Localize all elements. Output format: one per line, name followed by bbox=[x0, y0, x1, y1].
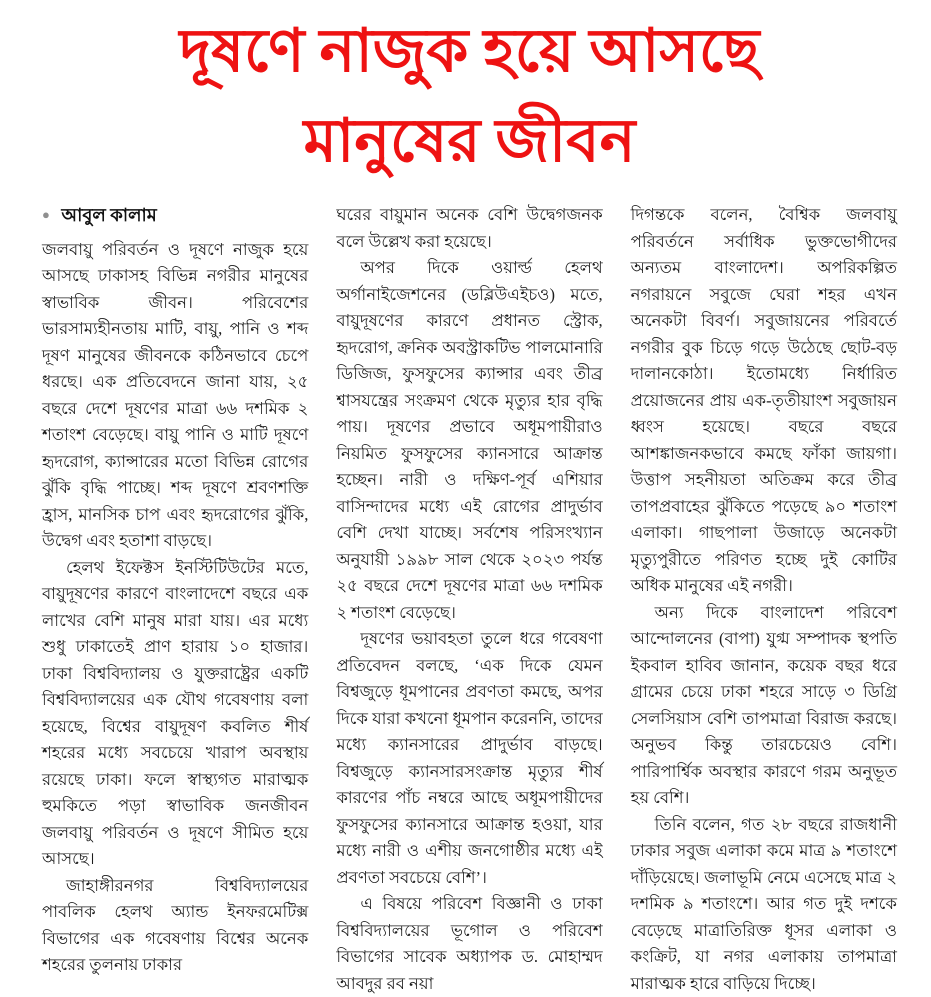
article-paragraph: দিগন্তকে বলেন, বৈশ্বিক জলবায়ু পরিবর্তনে সর্বাধিক ভুক্তভোগীদের অন্যতম বাংলাদেশ। অপরিকল্পিত নগরায়নে সবুজে ঘেরা শহর এখন অনেকটা বিবর্ণ। সবুজায়নের পরিবর্তে নগরীর বুক চিড়ে গড়ে উঠেছে ছোট-বড় দালানকোঠা। ইতোমধ্যে নির্ধারিত প্রয়োজনের প্রায় এক-তৃতীয়াংশ সবুজায়ন ধ্বংস হয়েছে। বছরে বছরে আশঙ্কাজনকভাবে কমছে ফাঁকা জায়গা। উত্তাপ সহনীয়তা অতিক্রম করে তীব্র তাপপ্রবাহের ঝুঁকিতে পড়েছে ৯০ শতাংশ এলাকা। গাছপালা উজাড়ে অনেকটা মৃত্যুপুরীতে পরিণত হচ্ছে দুই কোটির অধিক মানুষের এই নগরী। bbox=[631, 202, 897, 600]
article-paragraph: জলবায়ু পরিবর্তন ও দূষণে নাজুক হয়ে আসছে ঢাকাসহ বিভিন্ন নগরীর মানুষের স্বাভাবিক জীবন। পরিবেশের ভারসাম্যহীনতায় মাটি, বায়ু, পানি ও শব্দ দূষণ মানুষের জীবনকে কঠিনভাবে চেপে ধরছে। এক প্রতিবেদনে জানা যায়, ২৫ বছরে দেশে দূষণের মাত্রা ৬৬ দশমিক ২ শতাংশ বেড়েছে। বায়ু পানি ও মাটি দূষণে হৃদরোগ, ক্যান্সারের মতো বিভিন্ন রোগের ঝুঁকি বৃদ্ধি পাচ্ছে। শব্দ দূষণে শ্রবণশক্তি হ্রাস, মানসিক চাপ এবং হৃদরোগের ঝুঁকি, উদ্বেগ এবং হতাশা বাড়ছে। bbox=[42, 237, 308, 555]
byline bbox=[42, 202, 308, 229]
article-paragraph: জাহাঙ্গীরনগর বিশ্ববিদ্যালয়ের পাবলিক হেলথ অ্যান্ড ইনফরমেটিক্স বিভাগের এক গবেষণায় বিশ্বের অনেক শহরের তুলনায় ঢাকার bbox=[42, 873, 308, 979]
headline-line-1: দূষণে নাজুক হয়ে আসছে bbox=[42, 6, 897, 96]
byline-author: আবুল কালাম bbox=[61, 205, 156, 225]
article-body bbox=[42, 202, 897, 997]
article-paragraph: তিনি বলেন, গত ২৮ বছরে রাজধানী ঢাকার সবুজ এলাকা কমে মাত্র ৯ শতাংশে দাঁড়িয়েছে। জলাভূমি নেমে এসেছে মাত্র ২ দশমিক ৯ শতাংশে। আর গত দুই দশকে বেড়েছে মাত্রাতিরিক্ত ধূসর এলাকা ও কংক্রিট, যা নগর এলাকায় তাপমাত্রা মারাত্মক হারে বাড়িয়ে দিচ্ছে। bbox=[631, 812, 897, 997]
article-column-1 bbox=[42, 202, 308, 997]
article-paragraph: অপর দিকে ওয়ার্ল্ড হেলথ অর্গানাইজেশনের (ডব্লিউএইচও) মতে, বায়ুদূষণের কারণে প্রধানত স্ট্রোক, হৃদরোগ, ক্রনিক অবস্ট্রাকটিভ পালমোনারি ডিজিজ, ফুসফুসের ক্যান্সার এবং তীব্র শ্বাসযন্ত্রের সংক্রমণ থেকে মৃত্যুর হার বৃদ্ধি পায়। দূষণের প্রভাবে অধূমপায়ীরাও নিয়মিত ফুসফুসের ক্যানসারে আক্রান্ত হচ্ছেন। নারী ও দক্ষিণ-পূর্ব এশিয়ার বাসিন্দাদের মধ্যে এই রোগের প্রাদুর্ভাব বেশি দেখা যাচ্ছে। সর্বশেষ পরিসংখ্যান অনুযায়ী ১৯৯৮ সাল থেকে ২০২৩ পর্যন্ত ২৫ বছরে দেশে দূষণের মাত্রা ৬৬ দশমিক ২ শতাংশ বেড়েছে। bbox=[336, 255, 602, 626]
article-paragraph: ঘরের বায়ুমান অনেক বেশি উদ্বেগজনক বলে উল্লেখ করা হয়েছে। bbox=[336, 202, 602, 255]
byline-bullet-icon: ● bbox=[42, 207, 50, 222]
article-paragraph: এ বিষয়ে পরিবেশ বিজ্ঞানী ও ঢাকা বিশ্ববিদ্যালয়ের ভূগোল ও পরিবেশ বিভাগের সাবেক অধ্যাপক ড. মোহাম্মদ আবদুর রব নয়া bbox=[336, 891, 602, 997]
article-headline bbox=[42, 6, 897, 186]
article-paragraph: হেলথ ইফেক্টস ইনস্টিটিউটের মতে, বায়ুদূষণের কারণে বাংলাদেশে বছরে এক লাখের বেশি মানুষ মারা যায়। এর মধ্যে শুধু ঢাকাতেই প্রাণ হারায় ১০ হাজার। ঢাকা বিশ্ববিদ্যালয় ও যুক্তরাষ্ট্রের একটি বিশ্ববিদ্যালয়ের এক যৌথ গবেষণায় বলা হয়েছে, বিশ্বের বায়ুদূষণ কবলিত শীর্ষ শহরের মধ্যে সবচেয়ে খারাপ অবস্থায় রয়েছে ঢাকা। ফলে স্বাস্থ্যগত মারাত্মক হুমকিতে পড়া স্বাভাবিক জনজীবন জলবায়ু পরিবর্তন ও দূষণে সীমিত হয়ে আসছে। bbox=[42, 555, 308, 873]
article-column-2 bbox=[336, 202, 602, 997]
article-column-3 bbox=[631, 202, 897, 997]
headline-line-2: মানুষের জীবন bbox=[42, 96, 897, 186]
article-paragraph: অন্য দিকে বাংলাদেশ পরিবেশ আন্দোলনের (বাপা) যুগ্ম সম্পাদক স্থপতি ইকবাল হাবিব জানান, কয়েক বছর ধরে গ্রামের চেয়ে ঢাকা শহরে সাড়ে ৩ ডিগ্রি সেলসিয়াস বেশি তাপমাত্রা বিরাজ করছে। অনুভব কিন্তু তারচেয়েও বেশি। পারিপার্শ্বিক অবস্থার কারণে গরম অনুভূত হয় বেশি। bbox=[631, 600, 897, 812]
article-paragraph: দূষণের ভয়াবহতা তুলে ধরে গবেষণা প্রতিবেদন বলছে, ‘এক দিকে যেমন বিশ্বজুড়ে ধূমপানের প্রবণতা কমছে, অপর দিকে যারা কখনো ধূমপান করেননি, তাদের মধ্যে ক্যানসারের প্রাদুর্ভাব বাড়ছে। বিশ্বজুড়ে ক্যানসারসংক্রান্ত মৃত্যুর শীর্ষ কারণের পাঁচ নম্বরে আছে অধূমপায়ীদের ফুসফুসের ক্যানসারে আক্রান্ত হওয়া, যার মধ্যে নারী ও এশীয় জনগোষ্ঠীর মধ্যে এই প্রবণতা সবচেয়ে বেশি’। bbox=[336, 626, 602, 891]
